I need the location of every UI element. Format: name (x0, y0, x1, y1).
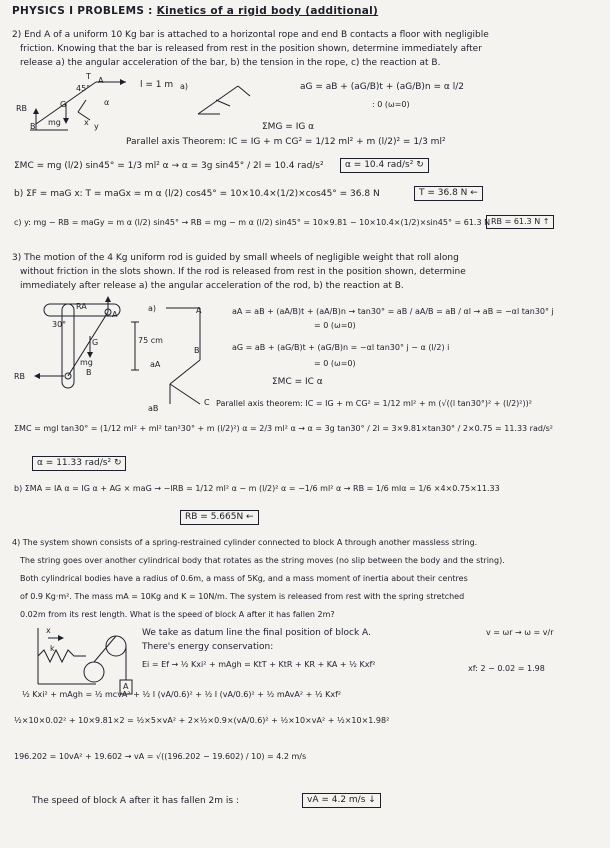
course-title: PHYSICS I PROBLEMS : (12, 5, 153, 17)
p2-bar-figure (28, 72, 128, 134)
p3-moment-sum: ΣMC = IC α (272, 377, 323, 387)
p4-label-A: A (123, 682, 129, 691)
p3-label-RA: RA (76, 302, 87, 311)
p4-statement-3: Both cylindrical bodies have a radius of 0.6m, a mass of 5Kg, and a mass moment of inertia about their centres (20, 574, 468, 583)
p3-label-B: B (86, 368, 92, 377)
p2-label-A: A (98, 76, 104, 85)
p3-kinematic-sketch (160, 300, 210, 410)
p2-label-T: T (86, 72, 91, 81)
p3-b-eq: b) ΣMA = IA α = IG α + AG × maG → −lRB = 1/12 ml² α − m (l/2)² α = −1/6 ml² α → RB = 1/6 mlα = 1/6 ×4×0.75×11.33 (14, 484, 500, 493)
p3-moment-eq: ΣMC = mgl tan30° = (1/12 ml² + ml² tan²30° + m (l/2)²) α = 2/3 ml² α → α = 3g tan30° / 2l = 3×9.81×tan30° / 2×0.75 = 11.33 rad/s² (14, 424, 554, 433)
p3-label-dim: 75 cm (138, 336, 163, 345)
p3-label-fig-B: B (194, 346, 200, 355)
p2-length: l = 1 m (140, 80, 174, 90)
p2-kinematic-sketch (196, 80, 256, 118)
p3-label-G: G (92, 338, 99, 347)
p4-xf: xf: 2 − 0.02 = 1.98 (468, 664, 545, 673)
p3-label-A: A (112, 310, 118, 319)
p2-label-angle: 45° (76, 84, 91, 93)
p2-statement-2: friction. Knowing that the bar is released from rest in the position shown, determine immediately after (20, 44, 482, 54)
p3-kin2-note: = 0 (ω=0) (314, 359, 356, 368)
p4-eq2: ½ Kxi² + mAgh = ½ mcvA² + ½ I (vA/0.6)² + ½ I (vA/0.6)² + ½ mAvA² + ½ Kxf² (22, 690, 342, 699)
p2-label-x: x (84, 118, 89, 127)
p2-kinematic-note: : 0 (ω=0) (372, 100, 410, 109)
p3-answer-b: RB = 5.665N ← (180, 510, 259, 525)
p2-sub-a: a) (180, 82, 189, 91)
p4-statement-1: 4) The system shown consists of a spring-restrained cylinder connected to block A through another massless string. (12, 538, 478, 547)
p2-label-mg: mg (48, 118, 61, 127)
p3-label-C: C (204, 398, 210, 407)
p2-label-B: B (30, 122, 36, 131)
p3-dimension-line (130, 322, 140, 372)
topic-title: Kinetics of a rigid body (additional) (156, 5, 379, 17)
p2-moment-eq: ΣMC = mg (l/2) sin45° = 1/3 ml² α → α = 3g sin45° / 2l = 10.4 rad/s² (14, 161, 324, 171)
p2-statement-3: release a) the angular acceleration of the bar, b) the tension in the rope, c) the reaction at B. (20, 58, 441, 68)
p3-statement-2: without friction in the slots shown. If the rod is released from rest in the position shown, determine (20, 267, 466, 277)
p2-label-y: y (94, 122, 99, 131)
p3-label-mg: mg (80, 358, 93, 367)
p4-statement-4: of 0.9 Kg·m². The mass mA = 10Kg and K = 10N/m. The system is released from rest with the spring stretched (20, 592, 465, 601)
p2-answer-a: α = 10.4 rad/s² ↻ (340, 158, 429, 173)
p4-label-k: k (50, 644, 55, 653)
p2-moment-sum: ΣMG = IG α (262, 122, 315, 132)
p2-label-G: G (60, 100, 67, 109)
p2-c-eq: c) y: mg − RB = maGy = m α (l/2) sin45° → RB = mg − m α (l/2) sin45° = 10×9.81 − 10×10.4×(1/2)×sin45° = 61.3 N (14, 218, 491, 227)
p3-parallel-axis: Parallel axis theorem: IC = IG + m CG² = 1/12 ml² + m (√((l tan30°)² + (l/2)²))² (216, 399, 532, 408)
p3-sub-a: a) (148, 304, 157, 313)
p2-label-alpha: α (104, 98, 110, 107)
p3-label-angle: 30° (52, 320, 67, 329)
p2-parallel-axis: Parallel axis Theorem: IC = IG + m CG² = 1/12 ml² + m (l/2)² = 1/3 ml² (126, 137, 446, 147)
p4-answer: vA = 4.2 m/s ↓ (302, 793, 381, 808)
p3-label-fig-A: A (196, 306, 202, 315)
p3-label-RB: RB (14, 372, 26, 381)
p3-statement-1: 3) The motion of the 4 Kg uniform rod is guided by small wheels of negligible weight that roll along (12, 253, 459, 263)
p4-statement-2: The string goes over another cylindrical body that rotates as the string moves (no slip between the body and the string). (20, 556, 505, 565)
p2-answer-b: T = 36.8 N ← (414, 186, 483, 201)
p4-eq4: 196.202 = 10vA² + 19.602 → vA = √((196.202 − 19.602) / 10) = 4.2 m/s (14, 752, 307, 761)
p4-final-text: The speed of block A after it has fallen 2m is : (32, 796, 239, 806)
p3-kin2: aG = aB + (aG/B)t + (aG/B)n = −αl tan30° j − α (l/2) i (232, 343, 450, 352)
p3-kin1: aA = aB + (aA/B)t + (aA/B)n → tan30° = aB / aA/B = aB / αl → aB = −αl tan30° j (232, 307, 554, 316)
p3-label-aB: aB (148, 404, 159, 413)
p4-velocity-relation: v = ωr → ω = v/r (486, 628, 554, 637)
p2-answer-c: RB = 61.3 N ↑ (486, 215, 554, 229)
p4-label-x: x (46, 626, 51, 635)
p3-statement-3: immediately after release a) the angular acceleration of the rod, b) the reaction at B. (20, 281, 404, 291)
p3-answer-a: α = 11.33 rad/s² ↻ (32, 456, 126, 471)
p4-eq3: ½×10×0.02² + 10×9.81×2 = ½×5×vA² + 2×½×0.9×(vA/0.6)² + ½×10×vA² + ½×10×1.98² (14, 716, 390, 725)
p2-kinematic-eq: aG = aB + (aG/B)t + (aG/B)n = α l/2 (300, 82, 464, 92)
p4-datum: We take as datum line the final position of block A. (142, 628, 371, 638)
p3-kin1-note: = 0 (ω=0) (314, 321, 356, 330)
page-title (12, 6, 378, 17)
p2-b-eq: b) ΣF = maG x: T = maGx = m α (l/2) cos45° = 10×10.4×(1/2)×cos45° = 36.8 N (14, 189, 380, 199)
p4-energy-eq: Ei = Ef → ½ Kxi² + mAgh = KtT + KtR + KR + KA + ½ Kxf² (142, 660, 376, 669)
p4-statement-5: 0.02m from its rest length. What is the speed of block A after it has fallen 2m? (20, 610, 335, 619)
p2-label-RB: RB (16, 104, 28, 113)
p4-energy-title: There's energy conservation: (142, 642, 274, 652)
p3-label-aA: aA (150, 360, 161, 369)
p2-statement-1: 2) End A of a uniform 10 Kg bar is attached to a horizontal rope and end B contacts a floor with negligible (12, 30, 489, 40)
p4-system-figure (36, 626, 136, 698)
